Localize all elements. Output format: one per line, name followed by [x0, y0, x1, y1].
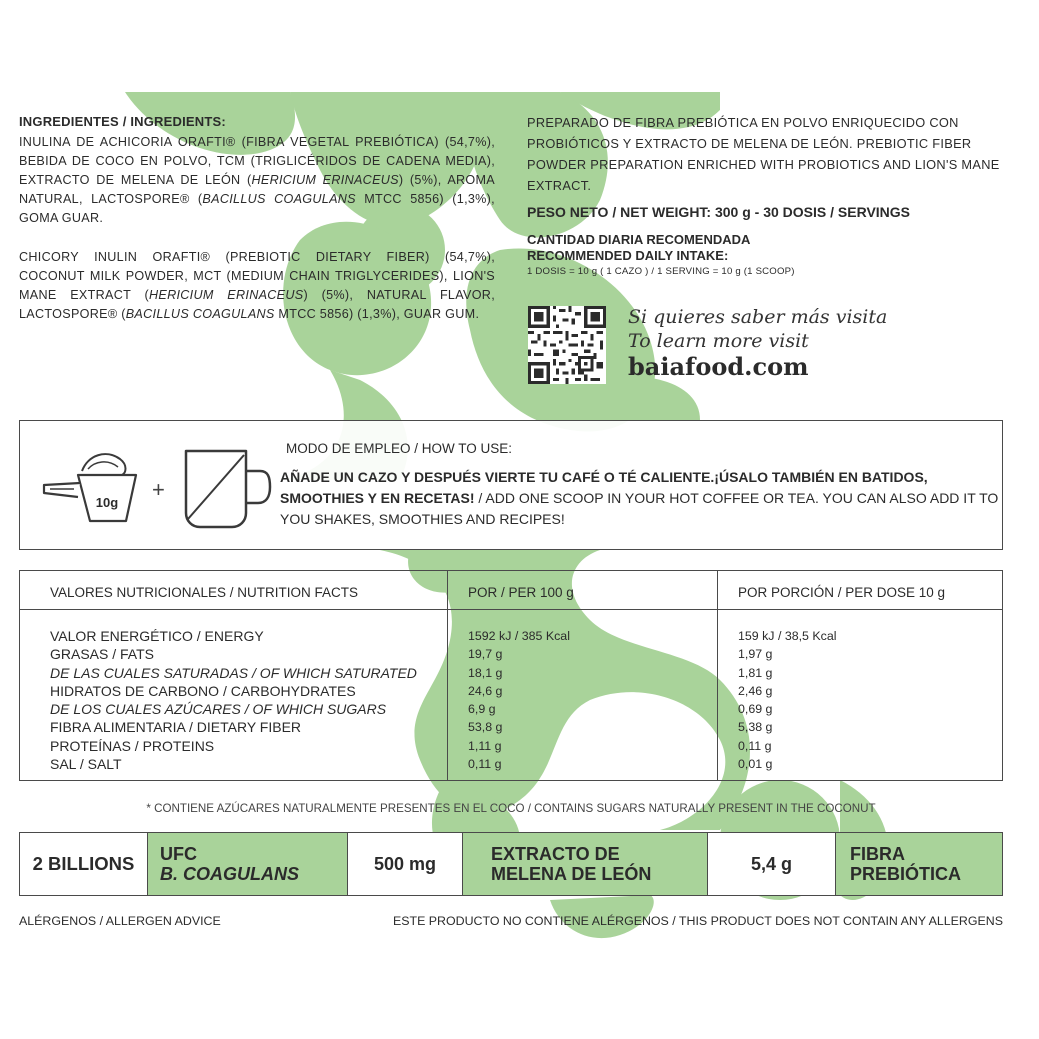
nutrition-perdose-list — [738, 627, 837, 773]
ingredients-es-text-1: INULINA DE ACHICORIA ORAFTI® (FIBRA VEGETAL PREBIÓTICA) (54,7%), BEBIDA DE COCO EN POLVO, TCM (TRIGLICÉRIDOS DE CADENA MEDIA), EXTRACTO DE MELENA DE LEÓN ( — [19, 135, 495, 187]
nutrition-label-cell: VALOR ENERGÉTICO / ENERGY — [50, 628, 264, 644]
scoop-icon — [40, 443, 144, 529]
nutrition-per100-column — [447, 571, 717, 780]
mug-icon — [180, 441, 276, 537]
how-to-use-box — [19, 420, 1003, 550]
nutrition-per100-cell: 1,11 g — [468, 738, 502, 753]
how-to-use-instructions — [280, 467, 1000, 530]
ingredients-en-text-3: MTCC 5856) (1,3%), GUAR GUM. — [274, 307, 480, 321]
allergen-statement: ESTE PRODUCTO NO CONTIENE ALÉRGENOS / THIS PRODUCT DOES NOT CONTAIN ANY ALLERGENS — [392, 914, 1003, 928]
ingredients-spanish — [19, 133, 495, 228]
nutrition-label-list — [50, 627, 417, 773]
scoop-label: 10g — [95, 495, 119, 510]
nutrition-label-cell: GRASAS / FATS — [50, 646, 154, 663]
nutrition-perdose-cell: 1,97 g — [738, 647, 773, 662]
qr-code-icon[interactable] — [528, 306, 606, 384]
nutrition-perdose-column — [717, 571, 1002, 780]
nutrition-label-cell: FIBRA ALIMENTARIA / DIETARY FIBER — [50, 719, 302, 736]
daily-dose: 1 DOSIS = 10 g ( 1 CAZO ) / 1 SERVING = 10 g (1 SCOOP) — [527, 266, 795, 277]
visit-text-en: To learn more visit — [628, 330, 809, 352]
nutrition-perdose-cell: 0,69 g — [738, 702, 773, 717]
nutrition-label-cell: DE LAS CUALES SATURADAS / OF WHICH SATURATED — [50, 664, 417, 681]
nutrition-perdose-cell: 1,81 g — [738, 665, 773, 680]
nutrition-header-divider — [20, 609, 447, 610]
daily-intake-title-es: CANTIDAD DIARIA RECOMENDADA — [527, 232, 751, 247]
ingredients-es-latin-2: BACILLUS COAGULANS — [202, 192, 356, 206]
nutrition-header-per100: POR / PER 100 g — [468, 585, 574, 600]
how-to-use-bold-text: AÑADE UN CAZO Y DESPUÉS VIERTE TU CAFÉ O TÉ CALIENTE.¡ÚSALO TAMBIÉN EN BATIDOS, SMOOTHIES Y EN RECETAS! — [280, 469, 928, 506]
nutrition-per100-cell: 19,7 g — [468, 647, 503, 662]
nutrition-per100-list — [468, 627, 570, 773]
visit-text-es: Si quieres saber más visita — [628, 306, 888, 328]
website-link[interactable]: baiafood.com — [628, 352, 809, 381]
nutrition-perdose-cell: 0,11 g — [738, 738, 772, 753]
plus-icon: + — [152, 477, 165, 502]
how-to-use-regular-text: / ADD ONE SCOOP IN YOUR HOT COFFEE OR TEA. YOU CAN ALSO ADD IT TO YOU SHAKES, SMOOTHIES AND RECIPES! — [280, 490, 999, 527]
ingredients-en-latin-1: HERICIUM ERINACEUS — [149, 288, 304, 302]
stat-extract-label — [462, 833, 707, 895]
nutrition-label-column — [20, 571, 447, 780]
nutrition-per100-cell: 18,1 g — [468, 665, 503, 680]
ingredients-en-latin-2: BACILLUS COAGULANS — [125, 307, 275, 321]
net-weight: PESO NETO / NET WEIGHT: 300 g - 30 DOSIS / SERVINGS — [527, 204, 911, 220]
nutrition-perdose-cell: 159 kJ / 38,5 Kcal — [738, 629, 837, 643]
ingredients-es-text-2: ) (5%), AROMA NATURAL, LACTOSPORE® ( — [19, 173, 496, 206]
allergen-label: ALÉRGENOS / ALLERGEN ADVICE — [19, 914, 221, 928]
stat-probiotic-count: 2 BILLIONS — [20, 833, 147, 895]
daily-intake-title-en: RECOMMENDED DAILY INTAKE: — [527, 248, 729, 263]
nutrition-perdose-cell: 0,01 g — [738, 757, 773, 772]
stat-fiber-label — [835, 833, 1002, 895]
stat-extract-label-line2: MELENA DE LEÓN — [491, 864, 652, 884]
nutrition-per100-cell: 1592 kJ / 385 Kcal — [468, 629, 570, 643]
nutrition-per100-cell: 0,11 g — [468, 757, 502, 772]
nutrition-perdose-cell: 2,46 g — [738, 683, 773, 698]
ingredients-english — [19, 248, 495, 324]
nutrition-header-divider — [448, 609, 717, 610]
key-stats-bar — [19, 832, 1003, 896]
nutrition-label-cell: DE LOS CUALES AZÚCARES / OF WHICH SUGARS — [50, 701, 387, 718]
daily-intake-title — [527, 232, 1003, 264]
stat-extract-label-line1: EXTRACTO DE — [491, 844, 620, 864]
nutrition-label-cell: HIDRATOS DE CARBONO / CARBOHYDRATES — [50, 682, 356, 699]
nutrition-per100-cell: 24,6 g — [468, 683, 503, 698]
nutrition-label-cell: SAL / SALT — [50, 756, 122, 773]
ingredients-section — [19, 114, 495, 324]
stat-extract-amount: 500 mg — [347, 833, 462, 895]
nutrition-label-cell: PROTEÍNAS / PROTEINS — [50, 737, 215, 754]
nutrition-table — [19, 570, 1003, 781]
stat-fiber-amount: 5,4 g — [707, 833, 835, 895]
nutrition-header-divider — [718, 609, 1002, 610]
sugar-footnote: * CONTIENE AZÚCARES NATURALMENTE PRESENTES EN EL COCO / CONTAINS SUGARS NATURALLY PRESENT IN THE COCONUT — [146, 802, 876, 815]
how-to-use-title: MODO DE EMPLEO / HOW TO USE: — [286, 441, 513, 456]
nutrition-header-label: VALORES NUTRICIONALES / NUTRITION FACTS — [50, 585, 359, 600]
stat-strain-label: B. COAGULANS — [160, 864, 299, 884]
product-info-section — [527, 112, 1003, 277]
stat-probiotic-label — [147, 833, 347, 895]
ingredients-en-text-2: ) (5%), NATURAL FLAVOR, LACTOSPORE® ( — [19, 288, 495, 321]
ingredients-es-latin-1: HERICIUM ERINACEUS — [251, 173, 399, 187]
stat-fiber-label-line1: FIBRA — [850, 844, 905, 864]
nutrition-per100-cell: 53,8 g — [468, 720, 503, 735]
stat-ufc-label: UFC — [160, 844, 197, 864]
stat-fiber-label-line2: PREBIÓTICA — [850, 864, 962, 884]
nutrition-per100-cell: 6,9 g — [468, 702, 496, 717]
ingredients-title: INGREDIENTES / INGREDIENTS: — [19, 114, 226, 129]
nutrition-perdose-cell: 5,38 g — [738, 720, 773, 735]
product-description: PREPARADO DE FIBRA PREBIÓTICA EN POLVO ENRIQUECIDO CON PROBIÓTICOS Y EXTRACTO DE MELENA DE LEÓN. PREBIOTIC FIBER POWDER PREPARATION ENRICHED WITH PROBIOTICS AND LION'S MANE EXTRACT. — [527, 115, 1000, 193]
visit-block — [528, 306, 988, 386]
nutrition-header-perdose: POR PORCIÓN / PER DOSE 10 g — [738, 585, 946, 600]
ingredients-en-text-1: CHICORY INULIN ORAFTI® (PREBIOTIC DIETARY FIBER) (54,7%), COCONUT MILK POWDER, MCT (MEDIUM CHAIN TRIGLYCERIDES), LION'S MANE EXTRACT ( — [19, 250, 495, 302]
ingredients-es-text-3: MTCC 5856) (1,3%), GOMA GUAR. — [19, 192, 495, 225]
